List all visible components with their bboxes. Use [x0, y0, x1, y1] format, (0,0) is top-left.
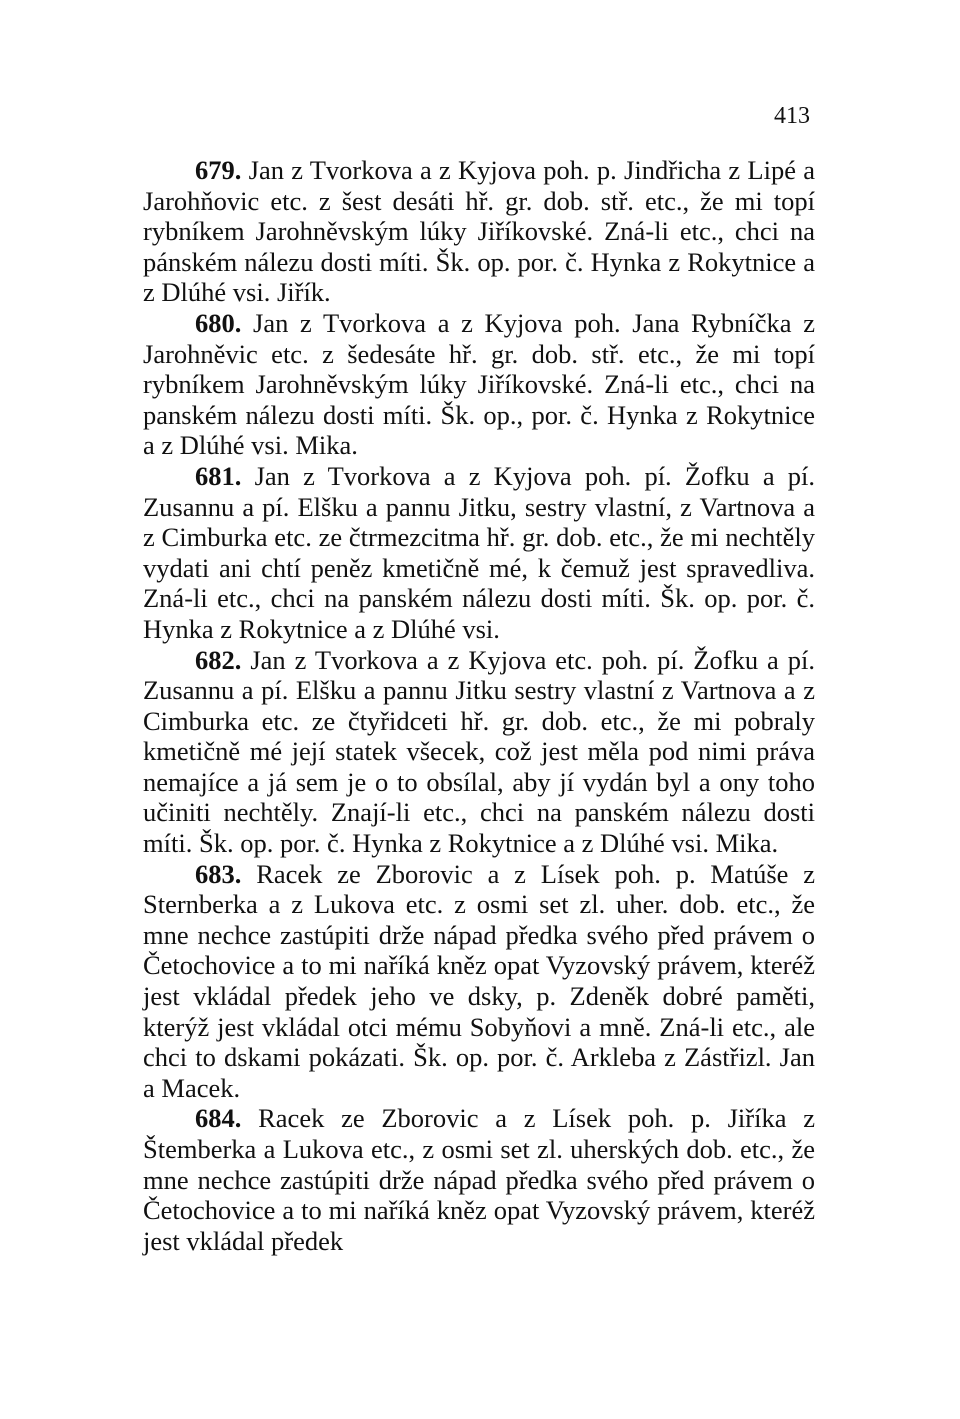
- entry-number: 682.: [195, 644, 242, 675]
- entry-number: 684.: [195, 1103, 242, 1134]
- page-number: 413: [774, 103, 810, 129]
- entry-text: Jan z Tvorkova a z Kyjova poh. Jana Rybníčka z Jarohněvic etc. z šedesáte hř. gr. dob. stř. etc., že mi topí rybníkem Jarohněvským lúky Jiříkovské. Zná-li etc., chci na panském nálezu dosti míti. Šk. op., por. č. Hynka z Rokytnice a z Dlúhé vsi. Mika.: [143, 307, 815, 461]
- entry-number: 683.: [195, 858, 242, 889]
- entry-text: Racek ze Zborovic a z Lísek poh. p. Matúše z Sternberka a z Lukova etc. z osmi set zl. uher. dob. etc., že mne nechce zastúpiti drže nápad předka svého před právem o Četochovice a to mi naříká kněz opat Vyzovský právem, kteréž jest vkládal předek jeho ve dsky, p. Zdeněk dobré paměti, kterýž jest vkládal otci mému Sobyňovi a mně. Zná-li etc., ale chci to dskami pokázati. Šk. op. por. č. Arkleba z Zástřizl. Jan a Macek.: [143, 858, 816, 1103]
- entry-number: 681.: [195, 460, 242, 491]
- entry-684: [143, 1103, 815, 1256]
- entry-679: [143, 155, 815, 308]
- entry-683: [143, 859, 815, 1104]
- body-text: [143, 155, 815, 1256]
- entry-681: [143, 461, 815, 645]
- entry-682: [143, 645, 815, 859]
- entry-number: 680.: [195, 307, 242, 338]
- entry-text: Jan z Tvorkova a z Kyjova poh. p. Jindřicha z Lipé a Jarohňovic etc. z šest desáti hř. gr. dob. stř. etc., že mi topí rybníkem Jarohněvským lúky Jiříkovské. Zná-li etc., chci na pánském nálezu dosti míti. Šk. op. por. č. Hynka z Rokytnice a z Dlúhé vsi. Jiřík.: [143, 155, 816, 308]
- entry-text: Jan z Tvorkova a z Kyjova etc. poh. pí. Žofku a pí. Zusannu a pí. Elšku a pannu Jitku sestry vlastní z Vartnova a z Cimburka etc. ze čtyřidceti hř. gr. dob. etc., že mi pobraly kmetičně mé její statek všecek, což jest měla pod nimi práva nemajíce a já sem je o to obsílal, aby jí vydán byl a ony toho učiniti nechtěly. Znají-li etc., chci na panském nálezu dosti míti. Šk. op. por. č. Hynka z Rokytnice a z Dlúhé vsi. Mika.: [143, 644, 815, 859]
- entry-number: 679.: [195, 155, 242, 185]
- entry-680: [143, 308, 815, 461]
- entry-text: Racek ze Zborovic a z Lísek poh. p. Jiříka z Štemberka a Lukova etc., z osmi set zl. uherských dob. etc., že mne nechce zastúpiti drže nápad předka svého před právem o Četochovice a to mi naříká kněz opat Vyzovský právem, kteréž jest vkládal předek: [143, 1103, 815, 1256]
- entry-text: Jan z Tvorkova a z Kyjova poh. pí. Žofku a pí. Zusannu a pí. Elšku a pannu Jitku, sestry vlastní, z Vartnova a z Cimburka etc. ze čtrmezcitma hř. gr. dob. etc., že mi nechtěly vydati ani chtí peněz kmetičně mé, k čemuž jest spravedliva. Zná-li etc., chci na panském nálezu dosti míti. Šk. op. por. č. Hynka z Rokytnice a z Dlúhé vsi.: [143, 460, 816, 644]
